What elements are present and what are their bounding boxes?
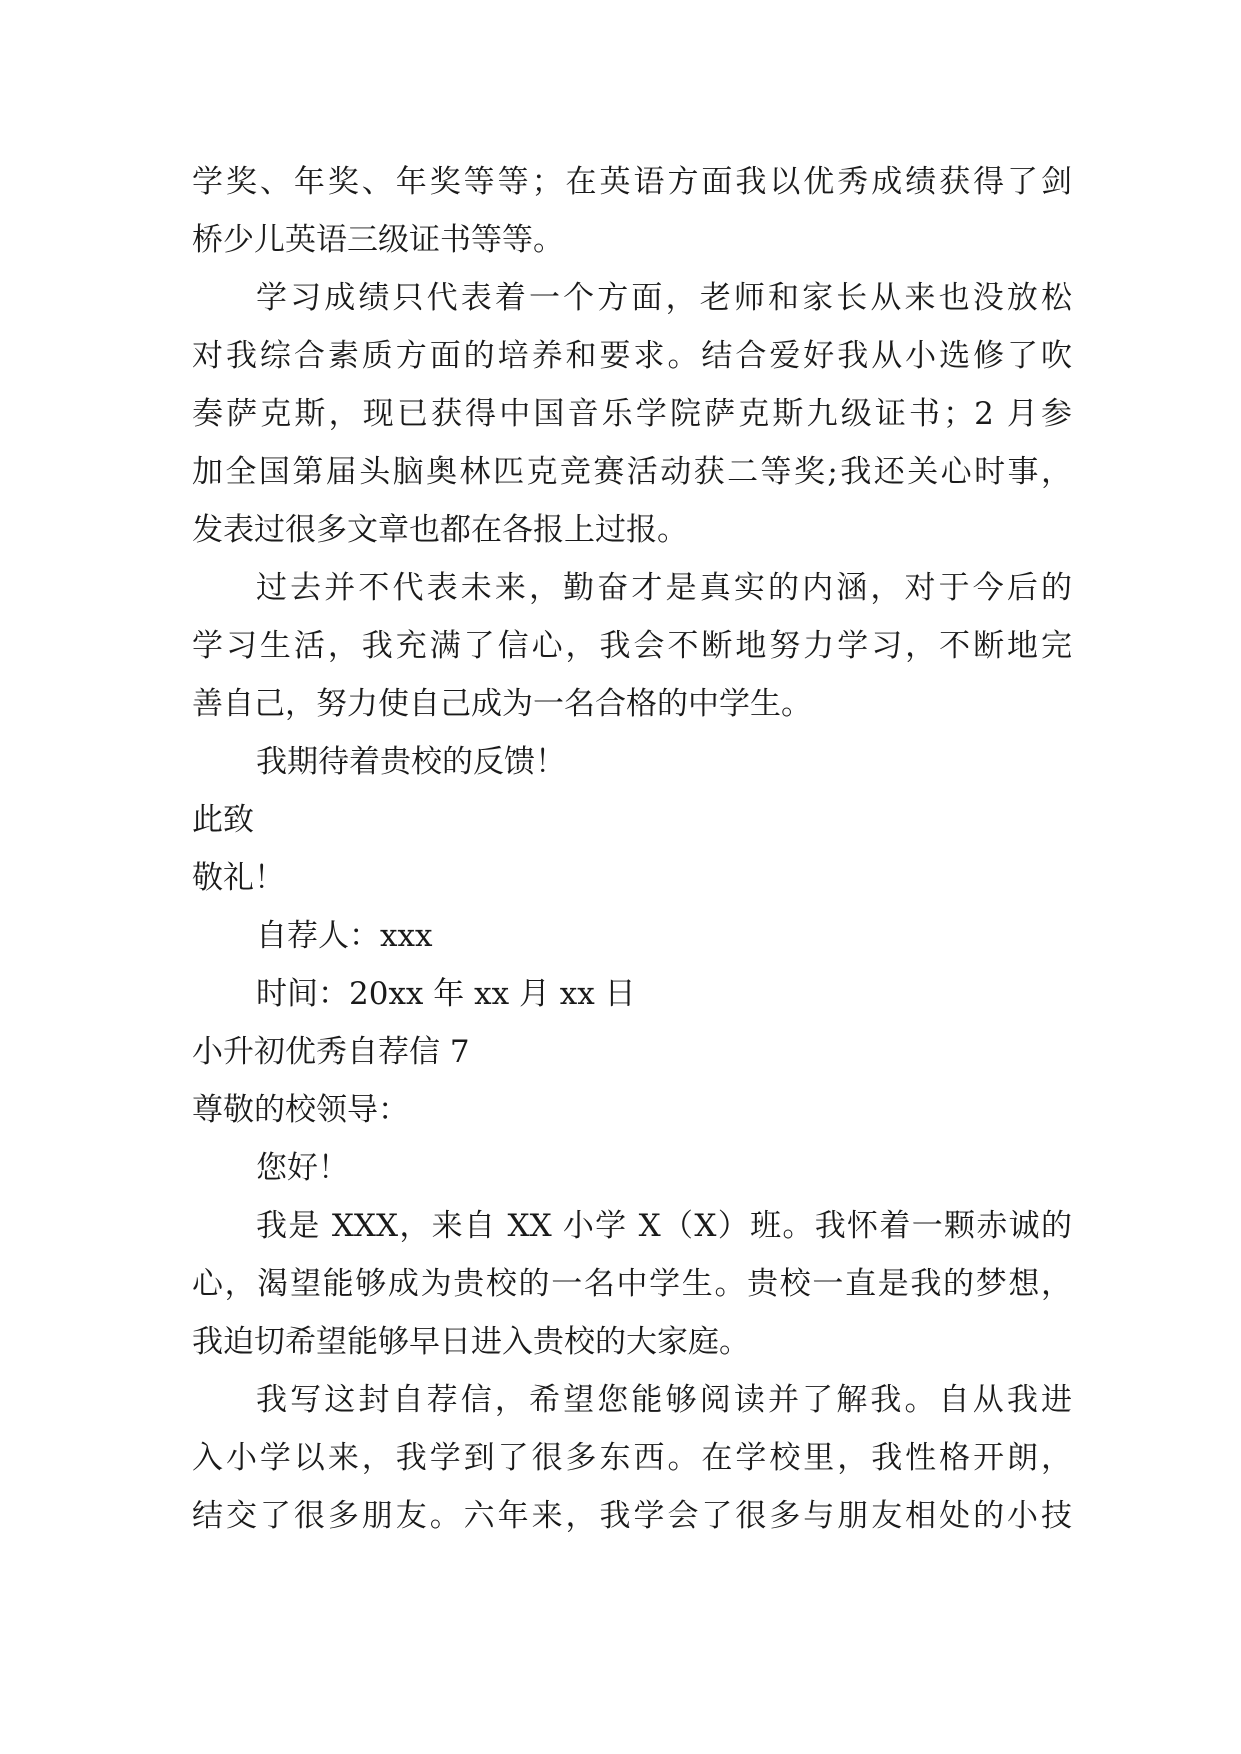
document-body (192, 153, 1072, 1545)
text-line: 学习成绩只代表着一个方面，老师和家长从来也没放松 (256, 280, 1072, 316)
text-line: 奏萨克斯，现已获得中国音乐学院萨克斯九级证书；2 月参 (192, 396, 1072, 432)
text-line: 对我综合素质方面的培养和要求。结合爱好我从小选修了吹 (192, 338, 1072, 374)
greeting-line: 尊敬的校领导： (192, 1092, 409, 1128)
text-line: 加全国第届头脑奥林匹克竞赛活动获二等奖;我还关心时事， (192, 454, 1072, 490)
salutation-line: 敬礼！ (192, 860, 285, 896)
text-line: 我迫切希望能够早日进入贵校的大家庭。 (192, 1324, 750, 1360)
text-line: 心，渴望能够成为贵校的一名中学生。贵校一直是我的梦想， (192, 1266, 1072, 1302)
date-line: 时间：20xx 年 xx 月 xx 日 (256, 976, 636, 1012)
text-line: 入小学以来，我学到了很多东西。在学校里，我性格开朗， (192, 1440, 1072, 1476)
signature-line: 自荐人：xxx (256, 918, 433, 954)
section-heading: 小升初优秀自荐信 7 (192, 1034, 470, 1070)
text-line: 学奖、年奖、年奖等等；在英语方面我以优秀成绩获得了剑 (192, 164, 1072, 200)
text-line: 善自己，努力使自己成为一名合格的中学生。 (192, 686, 812, 722)
salutation-line: 此致 (192, 802, 254, 838)
text-line: 我是 XXX，来自 XX 小学 X（X）班。我怀着一颗赤诚的 (256, 1208, 1072, 1244)
text-line: 学习生活，我充满了信心，我会不断地努力学习，不断地完 (192, 628, 1072, 664)
text-line: 结交了很多朋友。六年来，我学会了很多与朋友相处的小技 (192, 1498, 1072, 1534)
text-line: 桥少儿英语三级证书等等。 (192, 222, 564, 258)
text-line: 我写这封自荐信，希望您能够阅读并了解我。自从我进 (256, 1382, 1072, 1418)
text-line: 过去并不代表未来，勤奋才是真实的内涵，对于今后的 (256, 570, 1072, 606)
text-line: 我期待着贵校的反馈！ (256, 744, 566, 780)
greeting-line: 您好！ (256, 1150, 349, 1186)
text-line: 发表过很多文章也都在各报上过报。 (192, 512, 688, 548)
